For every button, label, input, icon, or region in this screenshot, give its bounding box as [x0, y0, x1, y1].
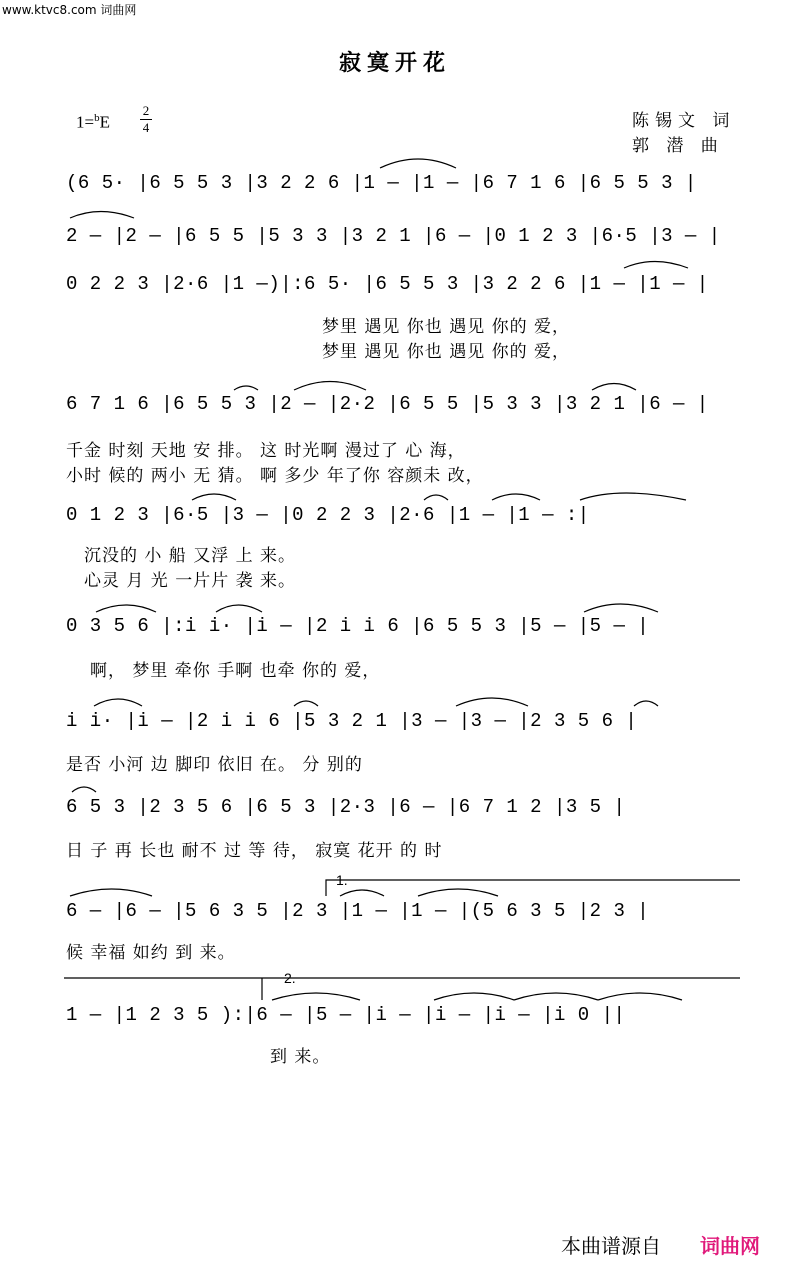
slur [492, 494, 540, 500]
slur [272, 993, 360, 1000]
slur [634, 701, 658, 706]
lyric-line-7: 啊， 梦里 牵你 手啊 也牵 你的 爱， [90, 661, 381, 681]
meter-top: 2 [142, 103, 150, 118]
slur [580, 493, 686, 500]
music-line-7: i i· |i — |2 i i 6 |5 3 2 1 |3 — |3 — |2 3 5 6 | [66, 710, 638, 732]
lyric-line-1: 梦里 遇见 你也 遇见 你的 爱， [322, 317, 571, 337]
music-line-6: 0 3 5 6 |:i i· |i — |2 i i 6 |6 5 5 3 |5 — |5 — | [66, 615, 650, 637]
slur [434, 993, 514, 1000]
slur [624, 262, 688, 269]
second-ending-label: 2. [284, 970, 296, 986]
slur [456, 698, 528, 706]
slur [592, 384, 636, 391]
first-ending-label: 1. [336, 872, 348, 888]
watermark: www.ktvc8.com 词曲网 [2, 3, 137, 17]
slur [598, 993, 682, 1000]
slur [340, 890, 384, 896]
ending-bracket-1 [326, 880, 740, 896]
key-prefix: 1= [76, 112, 95, 132]
key-note: E [99, 112, 110, 132]
lyric-line-9: 日 子 再 长也 耐不 过 等 待， 寂寞 花开 的 时 [66, 841, 443, 861]
slur [72, 787, 96, 792]
lyric-line-2: 梦里 遇见 你也 遇见 你的 爱， [322, 342, 571, 362]
slur [424, 495, 448, 500]
lyricist-credit: 陈锡文 词 [632, 111, 736, 131]
slur [294, 382, 366, 391]
music-line-8: 6 5 3 |2 3 5 6 |6 5 3 |2·3 |6 — |6 7 1 2 |3 5 | [66, 796, 626, 818]
lyric-line-8: 是否 小河 边 脚印 依旧 在。 分 别的 [66, 755, 363, 775]
slur [192, 494, 236, 500]
music-line-5: 0 1 2 3 |6·5 |3 — |0 2 2 3 |2·6 |1 — |1 — :| [66, 504, 590, 526]
music-line-1: (6 5· |6 5 5 3 |3 2 2 6 |1 — |1 — |6 7 1 6 |6 5 5 3 | [66, 172, 697, 194]
slur [514, 993, 598, 1000]
slur [216, 605, 262, 612]
music-line-3: 0 2 2 3 |2·6 |1 —)|:6 5· |6 5 5 3 |3 2 2 6 |1 — |1 — | [66, 273, 709, 295]
slur [380, 159, 456, 168]
meter-bottom: 4 [142, 120, 150, 135]
lyric-line-10: 候 幸福 如约 到 来。 [66, 943, 236, 963]
lyric-line-5: 沉没的 小 船 又浮 上 来。 [84, 546, 297, 566]
slur [70, 889, 152, 896]
lyric-line-4: 小时 候的 两小 无 猜。 啊 多少 年了你 容颜未 改， [66, 466, 484, 486]
key-flat: b [94, 112, 100, 124]
music-line-2: 2 — |2 — |6 5 5 |5 3 3 |3 2 1 |6 — |0 1 2 3 |6·5 |3 — | [66, 225, 721, 247]
lyric-line-3: 千金 时刻 天地 安 排。 这 时光啊 漫过了 心 海， [66, 441, 466, 461]
slur [418, 889, 498, 896]
music-line-4: 6 7 1 6 |6 5 5 3 |2 — |2·2 |6 5 5 |5 3 3 |3 2 1 |6 — | [66, 393, 709, 415]
slur [584, 604, 658, 612]
slur [70, 212, 134, 219]
slur [294, 701, 318, 706]
lyric-line-6: 心灵 月 光 一片片 袭 来。 [84, 571, 297, 591]
footer-site-link[interactable]: 词曲网 [700, 1234, 760, 1258]
ending-bracket-2 [64, 978, 740, 1000]
music-line-10: 1 — |1 2 3 5 ):|6 — |5 — |i — |i — |i — |i 0 || [66, 1004, 626, 1026]
slur [96, 605, 156, 612]
lyric-line-11: 到 来。 [270, 1047, 331, 1067]
slur [234, 386, 258, 390]
page-title: 寂寞开花 [338, 50, 451, 76]
music-line-9: 6 — |6 — |5 6 3 5 |2 3 |1 — |1 — |(5 6 3 5 |2 3 | [66, 900, 650, 922]
footer-source: 本曲谱源自 [561, 1234, 661, 1258]
composer-credit: 郭 潜 曲 [632, 136, 724, 156]
slur [94, 699, 142, 706]
